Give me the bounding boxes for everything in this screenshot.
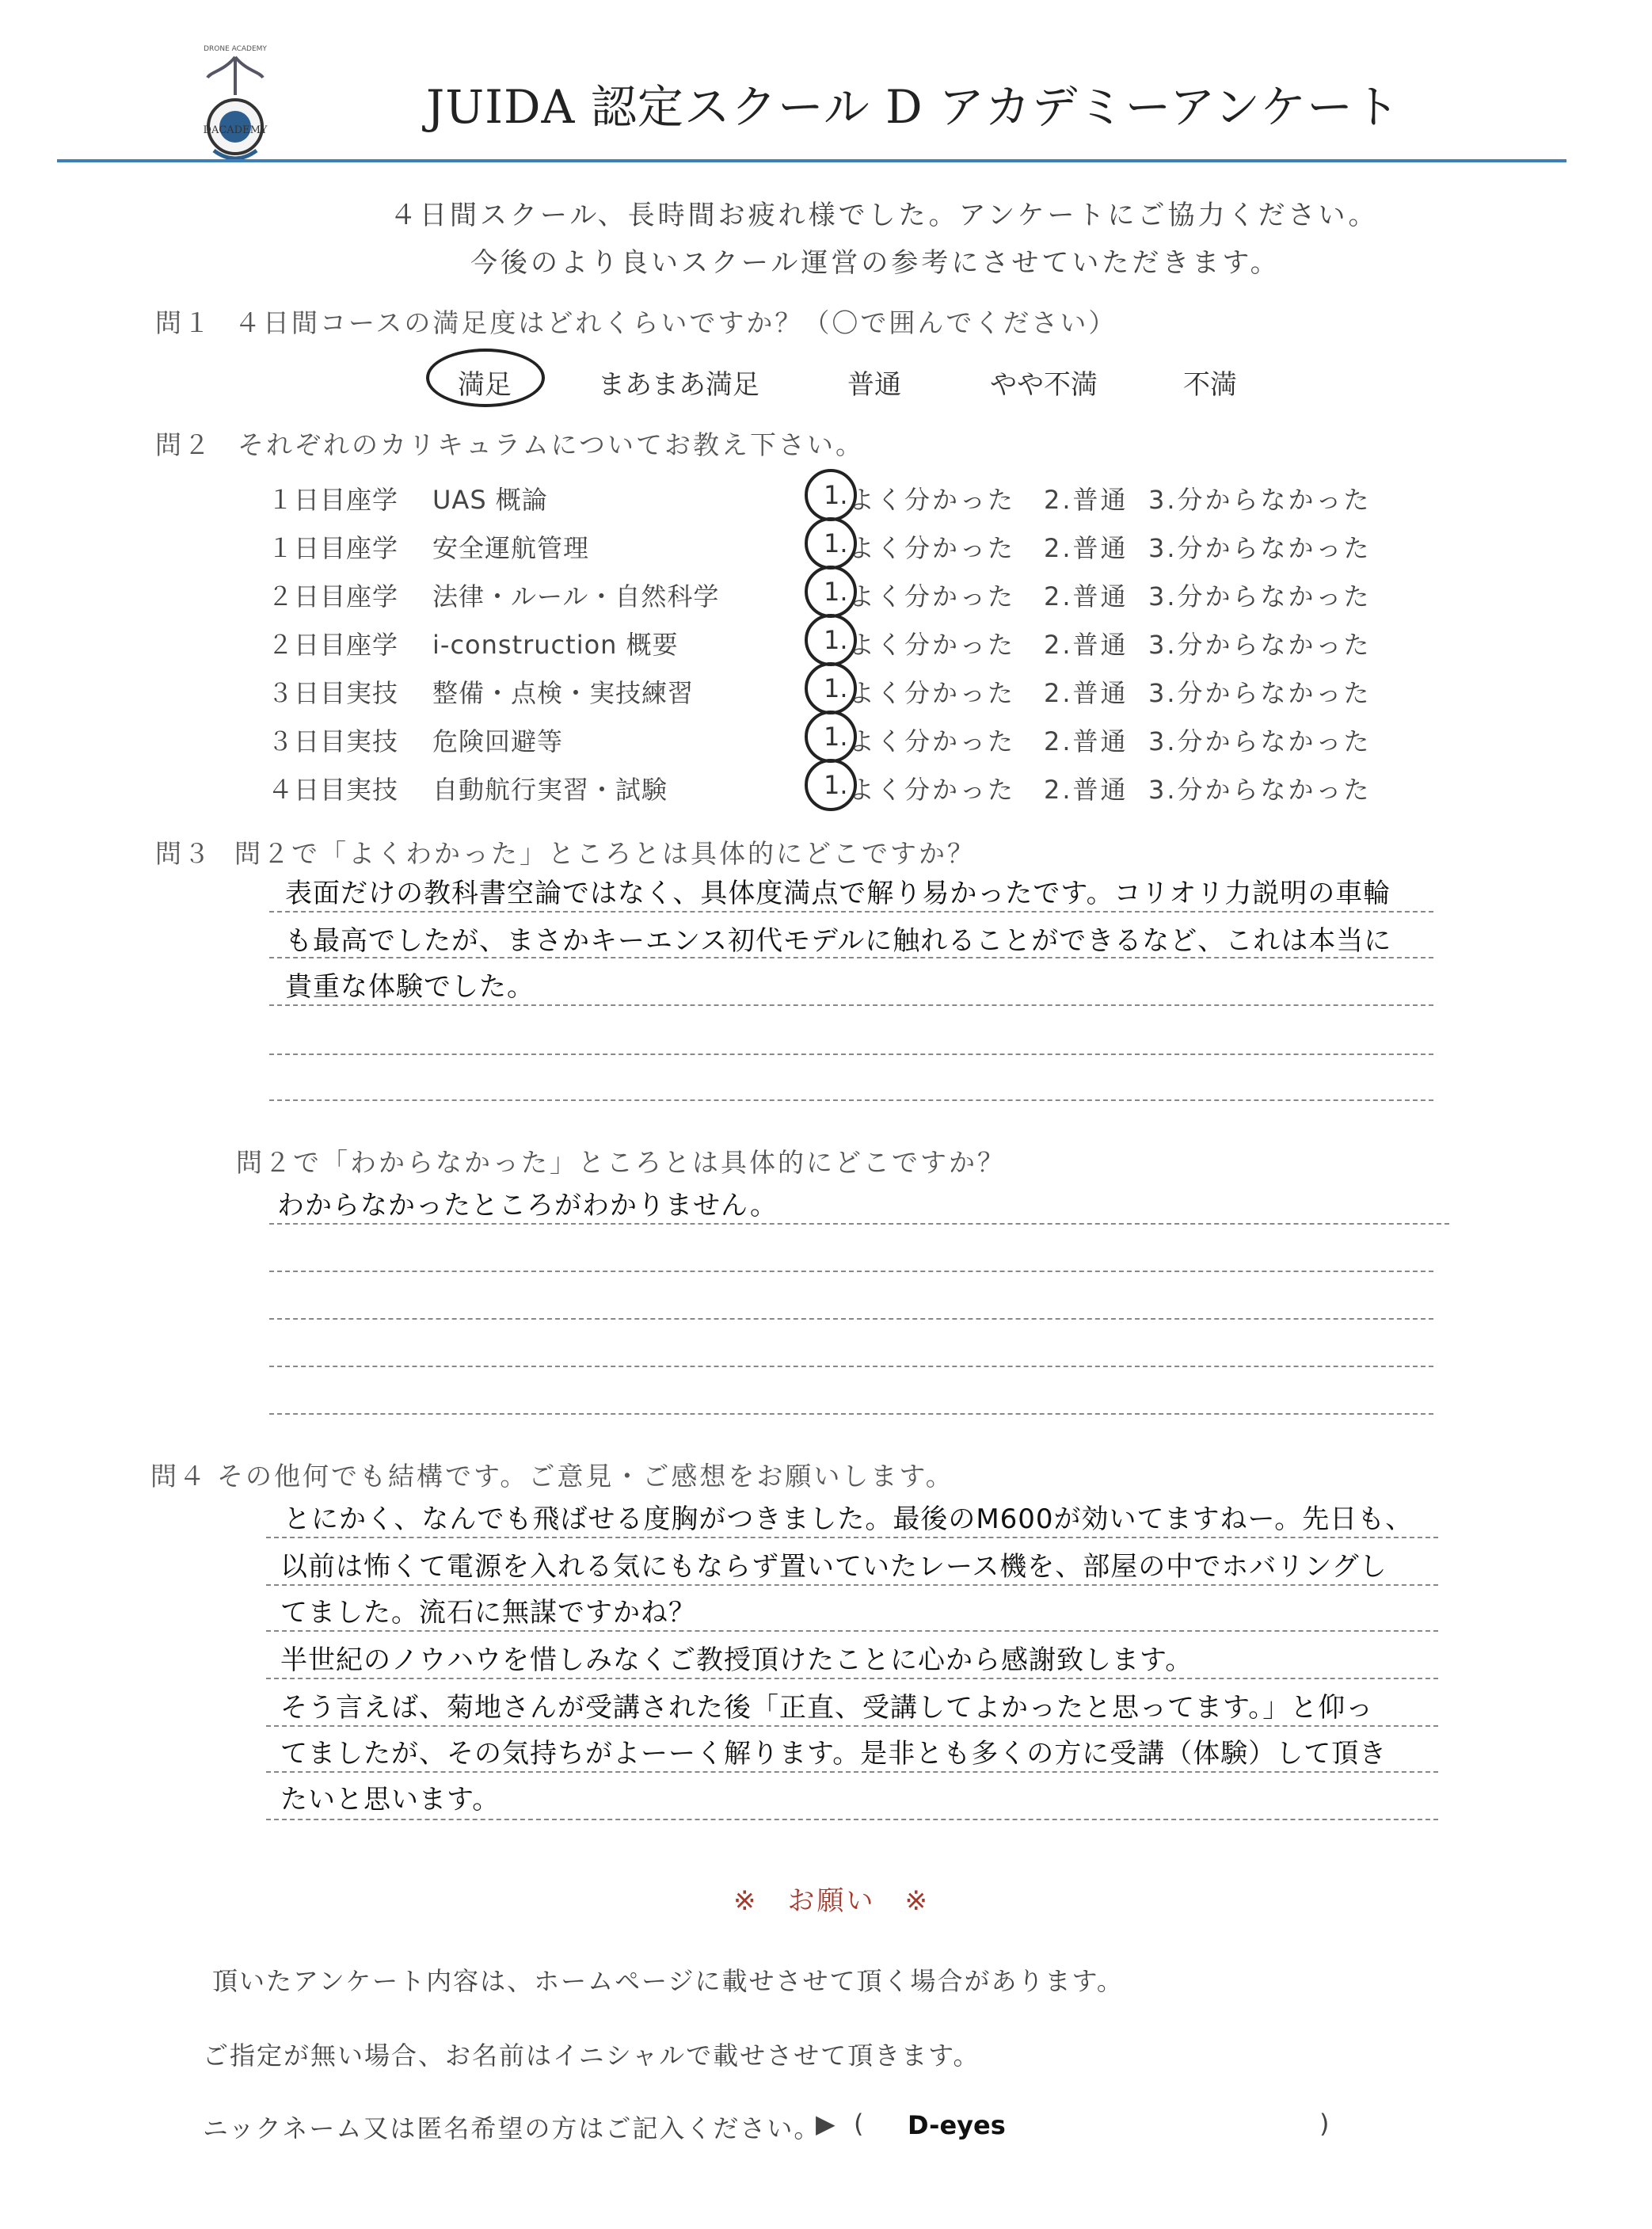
answer-option-neutral[interactable]: 2.普通 xyxy=(1044,775,1129,805)
nickname-open-paren: ( xyxy=(854,2109,866,2139)
curriculum-subject: UAS 概論 xyxy=(432,485,548,515)
q1-option-satisfied[interactable]: 満足 xyxy=(458,369,512,401)
svg-text:DACADEMY: DACADEMY xyxy=(203,124,268,136)
q4-answer-rule xyxy=(266,1537,1438,1538)
answer-option-neutral[interactable]: 2.普通 xyxy=(1044,581,1129,612)
q1-question: ４日間コースの満足度はどれくらいですか？（〇で囲んでください） xyxy=(234,307,1117,338)
answer-option-neutral[interactable]: 2.普通 xyxy=(1044,533,1129,563)
request-heading: ※ お願い ※ xyxy=(733,1885,930,1917)
answer-option-understood[interactable]: よく分かった xyxy=(849,533,1016,563)
q3b-question: 問２で「わからなかった」ところとは具体的にどこですか？ xyxy=(236,1147,1006,1178)
q3-answer-rule xyxy=(269,911,1433,913)
q3-answer-line-3: 貴重な体験でした。 xyxy=(285,971,535,1003)
q1-option-somewhat-dissatisfied[interactable]: やや不満 xyxy=(990,369,1098,401)
academy-logo xyxy=(176,40,295,166)
q4-answer-rule xyxy=(266,1771,1438,1773)
curriculum-subject: 危険回避等 xyxy=(432,726,564,756)
q4-answer-line-3: てました。流石に無謀ですかね？ xyxy=(280,1597,696,1629)
curriculum-subject: 法律・ルール・自然科学 xyxy=(432,581,720,612)
request-line-2: ご指定が無い場合、お名前はイニシャルで載せさせて頂きます。 xyxy=(203,2040,980,2071)
arrow-right-icon: ▶ xyxy=(816,2109,837,2139)
answer-option-not-understood[interactable]: 3.分からなかった xyxy=(1148,726,1372,756)
curriculum-subject: 整備・点検・実技練習 xyxy=(432,678,695,708)
q1-option-neutral[interactable]: 普通 xyxy=(847,369,901,401)
header-divider xyxy=(57,159,1566,162)
answer-option-neutral[interactable]: 2.普通 xyxy=(1044,485,1129,515)
q3-answer-line-2: も最高でしたが、まさかキーエンス初代モデルに触れることができるなど、これは本当に xyxy=(285,925,1392,957)
answer-option-not-understood[interactable]: 3.分からなかった xyxy=(1148,775,1372,805)
q4-answer-line-2: 以前は怖くて電源を入れる気にもならず置いていたレース機を、部屋の中でホバリングし xyxy=(280,1551,1387,1583)
curriculum-day: １日目座学 xyxy=(268,485,399,515)
curriculum-day: ３日目実技 xyxy=(268,726,399,756)
intro-line-2: 今後のより良いスクール運営の参考にさせていただきます。 xyxy=(470,247,1281,279)
intro-line-1: ４日間スクール、長時間お疲れ様でした。アンケートにご協力ください。 xyxy=(390,200,1379,231)
survey-title: JUIDA 認定スクール D アカデミーアンケート xyxy=(426,80,1401,134)
q3-number: 問３ xyxy=(155,838,212,869)
q4-answer-line-1: とにかく、なんでも飛ばせる度胸がつきました。最後のM600が効いてますねー。先日も、 xyxy=(284,1503,1414,1535)
answer-option-understood[interactable]: よく分かった xyxy=(849,630,1016,660)
q2-number: 問２ xyxy=(155,429,212,460)
nickname-prompt: ニックネーム又は匿名希望の方はご記入ください。 xyxy=(203,2113,821,2143)
curriculum-subject: 自動航行実習・試験 xyxy=(432,775,668,805)
answer-option-1-number[interactable]: 1. xyxy=(824,673,848,703)
q4-answer-rule xyxy=(266,1584,1438,1586)
q3-answer-rule xyxy=(269,1054,1433,1055)
answer-option-not-understood[interactable]: 3.分からなかった xyxy=(1148,581,1372,612)
q4-answer-line-4: 半世紀のノウハウを惜しみなくご教授頂けたことに心から感謝致します。 xyxy=(280,1644,1193,1676)
answer-option-neutral[interactable]: 2.普通 xyxy=(1044,630,1129,660)
curriculum-subject: 安全運航管理 xyxy=(432,533,590,563)
answer-option-neutral[interactable]: 2.普通 xyxy=(1044,678,1129,708)
answer-option-1-number[interactable]: 1. xyxy=(824,480,848,510)
curriculum-day: ２日目座学 xyxy=(268,581,399,612)
q3-answer-line-1: 表面だけの教科書空論ではなく、具体度満点で解り易かったです。コリオリ力説明の車輪 xyxy=(285,878,1391,909)
answer-option-understood[interactable]: よく分かった xyxy=(849,485,1016,515)
nickname-field[interactable]: D-eyes xyxy=(908,2110,1006,2140)
q3b-answer-rule xyxy=(269,1318,1433,1320)
q4-answer-line-6: てましたが、その気持ちがよーーく解ります。是非とも多くの方に受講（体験）して頂き xyxy=(280,1738,1387,1770)
q4-answer-line-5: そう言えば、菊地さんが受講された後「正直、受講してよかったと思ってます。」と仰っ xyxy=(280,1692,1374,1724)
curriculum-day: １日目座学 xyxy=(268,533,399,563)
answer-option-1-number[interactable]: 1. xyxy=(824,528,848,558)
q4-answer-rule xyxy=(266,1725,1438,1727)
q3b-answer-rule xyxy=(269,1413,1433,1415)
q4-question: その他何でも結構です。ご意見・ご感想をお願いします。 xyxy=(217,1461,954,1492)
q1-option-dissatisfied[interactable]: 不満 xyxy=(1183,369,1237,401)
svg-text:DRONE ACADEMY: DRONE ACADEMY xyxy=(204,45,267,53)
q3-question: 問２で「よくわかった」ところとは具体的にどこですか？ xyxy=(234,838,976,869)
curriculum-day: ３日目実技 xyxy=(268,678,399,708)
q3b-answer-rule xyxy=(269,1223,1449,1225)
drone-academy-logo-icon xyxy=(176,40,295,166)
answer-option-neutral[interactable]: 2.普通 xyxy=(1044,726,1129,756)
q4-number: 問４ xyxy=(150,1461,207,1492)
answer-option-understood[interactable]: よく分かった xyxy=(849,581,1016,612)
answer-option-1-number[interactable]: 1. xyxy=(824,577,848,607)
curriculum-day: ２日目座学 xyxy=(268,630,399,660)
q3-answer-rule xyxy=(269,1004,1433,1006)
q3-answer-rule xyxy=(269,1099,1433,1101)
answer-option-not-understood[interactable]: 3.分からなかった xyxy=(1148,678,1372,708)
answer-option-understood[interactable]: よく分かった xyxy=(849,775,1016,805)
q4-answer-line-7: たいと思います。 xyxy=(280,1784,501,1816)
curriculum-subject: i-construction 概要 xyxy=(432,630,679,660)
q4-answer-rule xyxy=(266,1630,1438,1632)
nickname-close-paren: ) xyxy=(1319,2109,1331,2139)
answer-option-understood[interactable]: よく分かった xyxy=(849,726,1016,756)
q4-answer-rule xyxy=(266,1819,1438,1820)
q3b-answer-rule xyxy=(269,1271,1433,1272)
answer-option-not-understood[interactable]: 3.分からなかった xyxy=(1148,485,1372,515)
answer-option-1-number[interactable]: 1. xyxy=(824,625,848,655)
answer-option-1-number[interactable]: 1. xyxy=(824,770,848,800)
q1-number: 問１ xyxy=(155,307,212,338)
answer-option-not-understood[interactable]: 3.分からなかった xyxy=(1148,630,1372,660)
q3b-answer-line-1: わからなかったところがわかりません。 xyxy=(277,1190,778,1221)
answer-option-1-number[interactable]: 1. xyxy=(824,722,848,752)
answer-option-not-understood[interactable]: 3.分からなかった xyxy=(1148,533,1372,563)
answer-option-understood[interactable]: よく分かった xyxy=(849,678,1016,708)
request-line-1: 頂いたアンケート内容は、ホームページに載せさせて頂く場合があります。 xyxy=(212,1966,1124,1996)
curriculum-day: ４日目実技 xyxy=(268,775,399,805)
q1-option-somewhat-satisfied[interactable]: まあまあ満足 xyxy=(598,369,759,401)
q2-question: それぞれのカリキュラムについてお教え下さい。 xyxy=(238,429,865,460)
q4-answer-rule xyxy=(266,1678,1438,1679)
q3b-answer-rule xyxy=(269,1366,1433,1367)
q3-answer-rule xyxy=(269,957,1433,958)
